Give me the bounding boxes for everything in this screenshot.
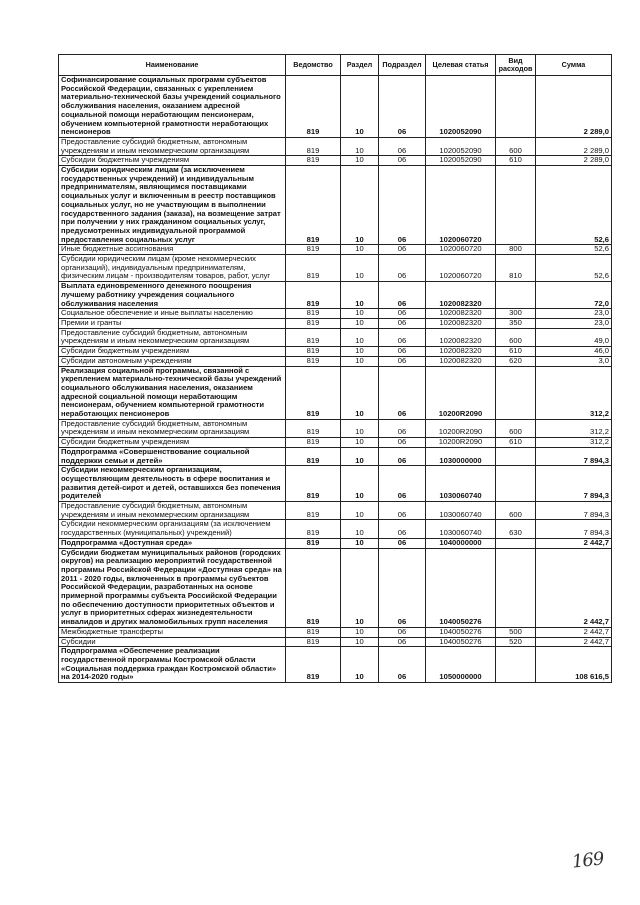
row-target: 1030060740 bbox=[426, 520, 496, 538]
header-type: Вид расходов bbox=[496, 55, 536, 76]
row-dept: 819 bbox=[286, 466, 341, 502]
table-row bbox=[59, 447, 612, 465]
row-subsection: 06 bbox=[379, 245, 426, 255]
row-type bbox=[496, 647, 536, 683]
table-row bbox=[59, 137, 612, 155]
table-row bbox=[59, 166, 612, 245]
row-subsection: 06 bbox=[379, 627, 426, 637]
row-subsection: 06 bbox=[379, 356, 426, 366]
row-sum: 2 289,0 bbox=[536, 137, 612, 155]
row-name: Иные бюджетные ассигнования bbox=[59, 245, 286, 255]
row-section: 10 bbox=[341, 538, 379, 548]
row-name: Предоставление субсидий бюджетным, автономным учреждениям и иным некоммерческим организациям bbox=[59, 419, 286, 437]
table-row bbox=[59, 156, 612, 166]
row-subsection: 06 bbox=[379, 282, 426, 309]
table-row bbox=[59, 328, 612, 346]
row-sum: 23,0 bbox=[536, 318, 612, 328]
table-row bbox=[59, 282, 612, 309]
row-section: 10 bbox=[341, 419, 379, 437]
table-row bbox=[59, 366, 612, 419]
row-subsection: 06 bbox=[379, 166, 426, 245]
row-target: 1020082320 bbox=[426, 282, 496, 309]
row-sum: 46,0 bbox=[536, 347, 612, 357]
row-sum: 3,0 bbox=[536, 356, 612, 366]
row-target: 1040050276 bbox=[426, 637, 496, 647]
row-section: 10 bbox=[341, 520, 379, 538]
row-dept: 819 bbox=[286, 627, 341, 637]
row-target: 1020082320 bbox=[426, 318, 496, 328]
row-section: 10 bbox=[341, 347, 379, 357]
row-sum: 52,6 bbox=[536, 166, 612, 245]
row-sum: 2 289,0 bbox=[536, 156, 612, 166]
row-section: 10 bbox=[341, 245, 379, 255]
row-target: 1040000000 bbox=[426, 538, 496, 548]
row-type bbox=[496, 548, 536, 627]
row-sum: 312,2 bbox=[536, 419, 612, 437]
row-type bbox=[496, 366, 536, 419]
header-name: Наименование bbox=[59, 55, 286, 76]
row-section: 10 bbox=[341, 502, 379, 520]
row-subsection: 06 bbox=[379, 328, 426, 346]
row-type: 600 bbox=[496, 328, 536, 346]
row-dept: 819 bbox=[286, 347, 341, 357]
row-sum: 108 616,5 bbox=[536, 647, 612, 683]
table-row bbox=[59, 502, 612, 520]
row-dept: 819 bbox=[286, 520, 341, 538]
row-target: 1020082320 bbox=[426, 356, 496, 366]
row-type bbox=[496, 447, 536, 465]
row-target: 10200R2090 bbox=[426, 438, 496, 448]
row-section: 10 bbox=[341, 627, 379, 637]
row-name: Субсидии автономным учреждениям bbox=[59, 356, 286, 366]
row-dept: 819 bbox=[286, 538, 341, 548]
row-section: 10 bbox=[341, 166, 379, 245]
row-dept: 819 bbox=[286, 282, 341, 309]
row-sum: 2 289,0 bbox=[536, 76, 612, 138]
row-dept: 819 bbox=[286, 502, 341, 520]
row-subsection: 06 bbox=[379, 637, 426, 647]
row-sum: 52,6 bbox=[536, 255, 612, 282]
row-type: 810 bbox=[496, 255, 536, 282]
row-target: 1020082320 bbox=[426, 328, 496, 346]
row-name: Субсидии бюджетным учреждениям bbox=[59, 347, 286, 357]
row-type: 520 bbox=[496, 637, 536, 647]
row-section: 10 bbox=[341, 366, 379, 419]
row-sum: 2 442,7 bbox=[536, 538, 612, 548]
row-dept: 819 bbox=[286, 419, 341, 437]
row-section: 10 bbox=[341, 255, 379, 282]
row-dept: 819 bbox=[286, 318, 341, 328]
row-sum: 52,6 bbox=[536, 245, 612, 255]
row-name: Межбюджетные трансферты bbox=[59, 627, 286, 637]
row-name: Субсидии юридическим лицам (кроме некоммерческих организаций), индивидуальным предпринимателям, физическим лицам - производителям товаров, работ, услуг bbox=[59, 255, 286, 282]
row-sum: 7 894,3 bbox=[536, 502, 612, 520]
row-name: Выплата единовременного денежного поощрения лучшему работнику учреждения социального обслуживания населения bbox=[59, 282, 286, 309]
row-type: 350 bbox=[496, 318, 536, 328]
header-subsection: Подраздел bbox=[379, 55, 426, 76]
row-target: 1040050276 bbox=[426, 548, 496, 627]
row-section: 10 bbox=[341, 156, 379, 166]
row-section: 10 bbox=[341, 356, 379, 366]
row-target: 1020060720 bbox=[426, 245, 496, 255]
row-target: 10200R2090 bbox=[426, 419, 496, 437]
row-type: 600 bbox=[496, 137, 536, 155]
budget-table bbox=[58, 54, 612, 683]
table-row bbox=[59, 627, 612, 637]
table-row bbox=[59, 647, 612, 683]
row-name: Субсидии bbox=[59, 637, 286, 647]
row-type: 800 bbox=[496, 245, 536, 255]
row-type bbox=[496, 466, 536, 502]
row-sum: 2 442,7 bbox=[536, 548, 612, 627]
row-subsection: 06 bbox=[379, 502, 426, 520]
row-dept: 819 bbox=[286, 637, 341, 647]
table-header-row bbox=[59, 55, 612, 76]
row-target: 1050000000 bbox=[426, 647, 496, 683]
row-subsection: 06 bbox=[379, 76, 426, 138]
table-row bbox=[59, 438, 612, 448]
row-name: Субсидии некоммерческим организациям, осуществляющим деятельность в сфере воспитания и развития детей-сирот и детей, оставшихся без попечения родителей bbox=[59, 466, 286, 502]
row-name: Субсидии юридическим лицам (за исключением государственных учреждений) и индивидуальным предпринимателям, являющимся поставщиками социальных услуг и включенным в реестр поставщиков социальных услуг, но не участвующим в выполнении государственного задания (заказа), на возмещение затрат при получении у них гражданином социальных услуг, предусмотренных индивидуальной программой предоставления социальных услуг bbox=[59, 166, 286, 245]
row-subsection: 06 bbox=[379, 255, 426, 282]
row-name: Подпрограмма «Совершенствование социальной поддержки семьи и детей» bbox=[59, 447, 286, 465]
row-name: Предоставление субсидий бюджетным, автономным учреждениям и иным некоммерческим организациям bbox=[59, 502, 286, 520]
row-subsection: 06 bbox=[379, 466, 426, 502]
row-section: 10 bbox=[341, 282, 379, 309]
row-name: Предоставление субсидий бюджетным, автономным учреждениям и иным некоммерческим организациям bbox=[59, 137, 286, 155]
table-row bbox=[59, 318, 612, 328]
row-sum: 72,0 bbox=[536, 282, 612, 309]
row-dept: 819 bbox=[286, 245, 341, 255]
row-subsection: 06 bbox=[379, 156, 426, 166]
row-type bbox=[496, 76, 536, 138]
row-type: 300 bbox=[496, 309, 536, 319]
table-row bbox=[59, 245, 612, 255]
row-section: 10 bbox=[341, 647, 379, 683]
row-target: 10200R2090 bbox=[426, 366, 496, 419]
row-type bbox=[496, 538, 536, 548]
page-number: 169 bbox=[570, 848, 605, 873]
row-dept: 819 bbox=[286, 438, 341, 448]
row-target: 1020052090 bbox=[426, 156, 496, 166]
row-sum: 312,2 bbox=[536, 438, 612, 448]
row-dept: 819 bbox=[286, 76, 341, 138]
row-name: Субсидии бюджетным учреждениям bbox=[59, 438, 286, 448]
row-section: 10 bbox=[341, 309, 379, 319]
row-dept: 819 bbox=[286, 309, 341, 319]
row-target: 1020082320 bbox=[426, 309, 496, 319]
row-subsection: 06 bbox=[379, 419, 426, 437]
row-target: 1030060740 bbox=[426, 466, 496, 502]
row-name: Субсидии бюджетам муниципальных районов (городских округов) на реализацию мероприятий государственной программы Российской Федерации «Доступная среда» на 2011 - 2020 годы, включенных в программы субъектов Российской Федерации, разработанных на основе примерной программы субъекта Российской Федерации по обеспечению доступности приоритетных объектов и услуг в приоритетных сферах жизнедеятельности инвалидов и других маломобильных групп населения bbox=[59, 548, 286, 627]
row-target: 1020082320 bbox=[426, 347, 496, 357]
row-subsection: 06 bbox=[379, 438, 426, 448]
row-target: 1040050276 bbox=[426, 627, 496, 637]
row-section: 10 bbox=[341, 637, 379, 647]
row-name: Субсидии некоммерческим организациям (за исключением государственных (муниципальных) учреждений) bbox=[59, 520, 286, 538]
row-type: 600 bbox=[496, 419, 536, 437]
row-dept: 819 bbox=[286, 366, 341, 419]
row-name: Подпрограмма «Обеспечение реализации государственной программы Костромской области «Социальная поддержка граждан Костромской области» на 2014-2020 годы» bbox=[59, 647, 286, 683]
row-section: 10 bbox=[341, 548, 379, 627]
header-target: Целевая статья bbox=[426, 55, 496, 76]
row-section: 10 bbox=[341, 328, 379, 346]
row-subsection: 06 bbox=[379, 347, 426, 357]
row-section: 10 bbox=[341, 438, 379, 448]
row-sum: 7 894,3 bbox=[536, 447, 612, 465]
row-target: 1030060740 bbox=[426, 502, 496, 520]
row-dept: 819 bbox=[286, 137, 341, 155]
table-row bbox=[59, 548, 612, 627]
row-subsection: 06 bbox=[379, 309, 426, 319]
row-dept: 819 bbox=[286, 647, 341, 683]
row-section: 10 bbox=[341, 137, 379, 155]
row-dept: 819 bbox=[286, 548, 341, 627]
row-name: Социальное обеспечение и иные выплаты населению bbox=[59, 309, 286, 319]
row-sum: 23,0 bbox=[536, 309, 612, 319]
header-section: Раздел bbox=[341, 55, 379, 76]
row-type bbox=[496, 166, 536, 245]
row-dept: 819 bbox=[286, 447, 341, 465]
row-subsection: 06 bbox=[379, 137, 426, 155]
row-type: 630 bbox=[496, 520, 536, 538]
table-body bbox=[59, 76, 612, 683]
row-name: Субсидии бюджетным учреждениям bbox=[59, 156, 286, 166]
row-target: 1030000000 bbox=[426, 447, 496, 465]
row-subsection: 06 bbox=[379, 548, 426, 627]
row-type bbox=[496, 282, 536, 309]
row-name: Премии и гранты bbox=[59, 318, 286, 328]
row-sum: 2 442,7 bbox=[536, 637, 612, 647]
row-dept: 819 bbox=[286, 356, 341, 366]
row-sum: 7 894,3 bbox=[536, 520, 612, 538]
table-row bbox=[59, 637, 612, 647]
row-subsection: 06 bbox=[379, 447, 426, 465]
row-dept: 819 bbox=[286, 156, 341, 166]
row-subsection: 06 bbox=[379, 647, 426, 683]
row-target: 1020052090 bbox=[426, 137, 496, 155]
row-target: 1020060720 bbox=[426, 255, 496, 282]
row-section: 10 bbox=[341, 76, 379, 138]
row-dept: 819 bbox=[286, 255, 341, 282]
table-row bbox=[59, 255, 612, 282]
header-dept: Ведомство bbox=[286, 55, 341, 76]
row-sum: 7 894,3 bbox=[536, 466, 612, 502]
row-target: 1020052090 bbox=[426, 76, 496, 138]
row-dept: 819 bbox=[286, 328, 341, 346]
row-dept: 819 bbox=[286, 166, 341, 245]
row-section: 10 bbox=[341, 318, 379, 328]
row-type: 600 bbox=[496, 502, 536, 520]
table-row bbox=[59, 466, 612, 502]
row-sum: 2 442,7 bbox=[536, 627, 612, 637]
row-sum: 312,2 bbox=[536, 366, 612, 419]
table-row bbox=[59, 538, 612, 548]
row-type: 610 bbox=[496, 438, 536, 448]
header-sum: Сумма bbox=[536, 55, 612, 76]
table-row bbox=[59, 520, 612, 538]
row-subsection: 06 bbox=[379, 520, 426, 538]
table-row bbox=[59, 309, 612, 319]
row-target: 1020060720 bbox=[426, 166, 496, 245]
row-type: 610 bbox=[496, 156, 536, 166]
row-type: 620 bbox=[496, 356, 536, 366]
row-type: 500 bbox=[496, 627, 536, 637]
row-section: 10 bbox=[341, 466, 379, 502]
row-type: 610 bbox=[496, 347, 536, 357]
row-name: Подпрограмма «Доступная среда» bbox=[59, 538, 286, 548]
table-row bbox=[59, 356, 612, 366]
table-row bbox=[59, 76, 612, 138]
row-subsection: 06 bbox=[379, 318, 426, 328]
row-name: Софинансирование социальных программ субъектов Российской Федерации, связанных с укреплением материально-технической базы учреждений социального обслуживания населения, оказанием адресной социальной помощи неработающим пенсионерам, обучением компьютерной грамотности неработающих пенсионеров bbox=[59, 76, 286, 138]
row-subsection: 06 bbox=[379, 538, 426, 548]
row-sum: 49,0 bbox=[536, 328, 612, 346]
table-row bbox=[59, 419, 612, 437]
row-section: 10 bbox=[341, 447, 379, 465]
table-row bbox=[59, 347, 612, 357]
row-name: Реализация социальной программы, связанной с укреплением материально-технической базы учреждений социального обслуживания населения, оказанием адресной социальной помощи неработающим пенсионерам, обучением компьютерной грамотности неработающих пенсионеров bbox=[59, 366, 286, 419]
row-name: Предоставление субсидий бюджетным, автономным учреждениям и иным некоммерческим организациям bbox=[59, 328, 286, 346]
row-subsection: 06 bbox=[379, 366, 426, 419]
